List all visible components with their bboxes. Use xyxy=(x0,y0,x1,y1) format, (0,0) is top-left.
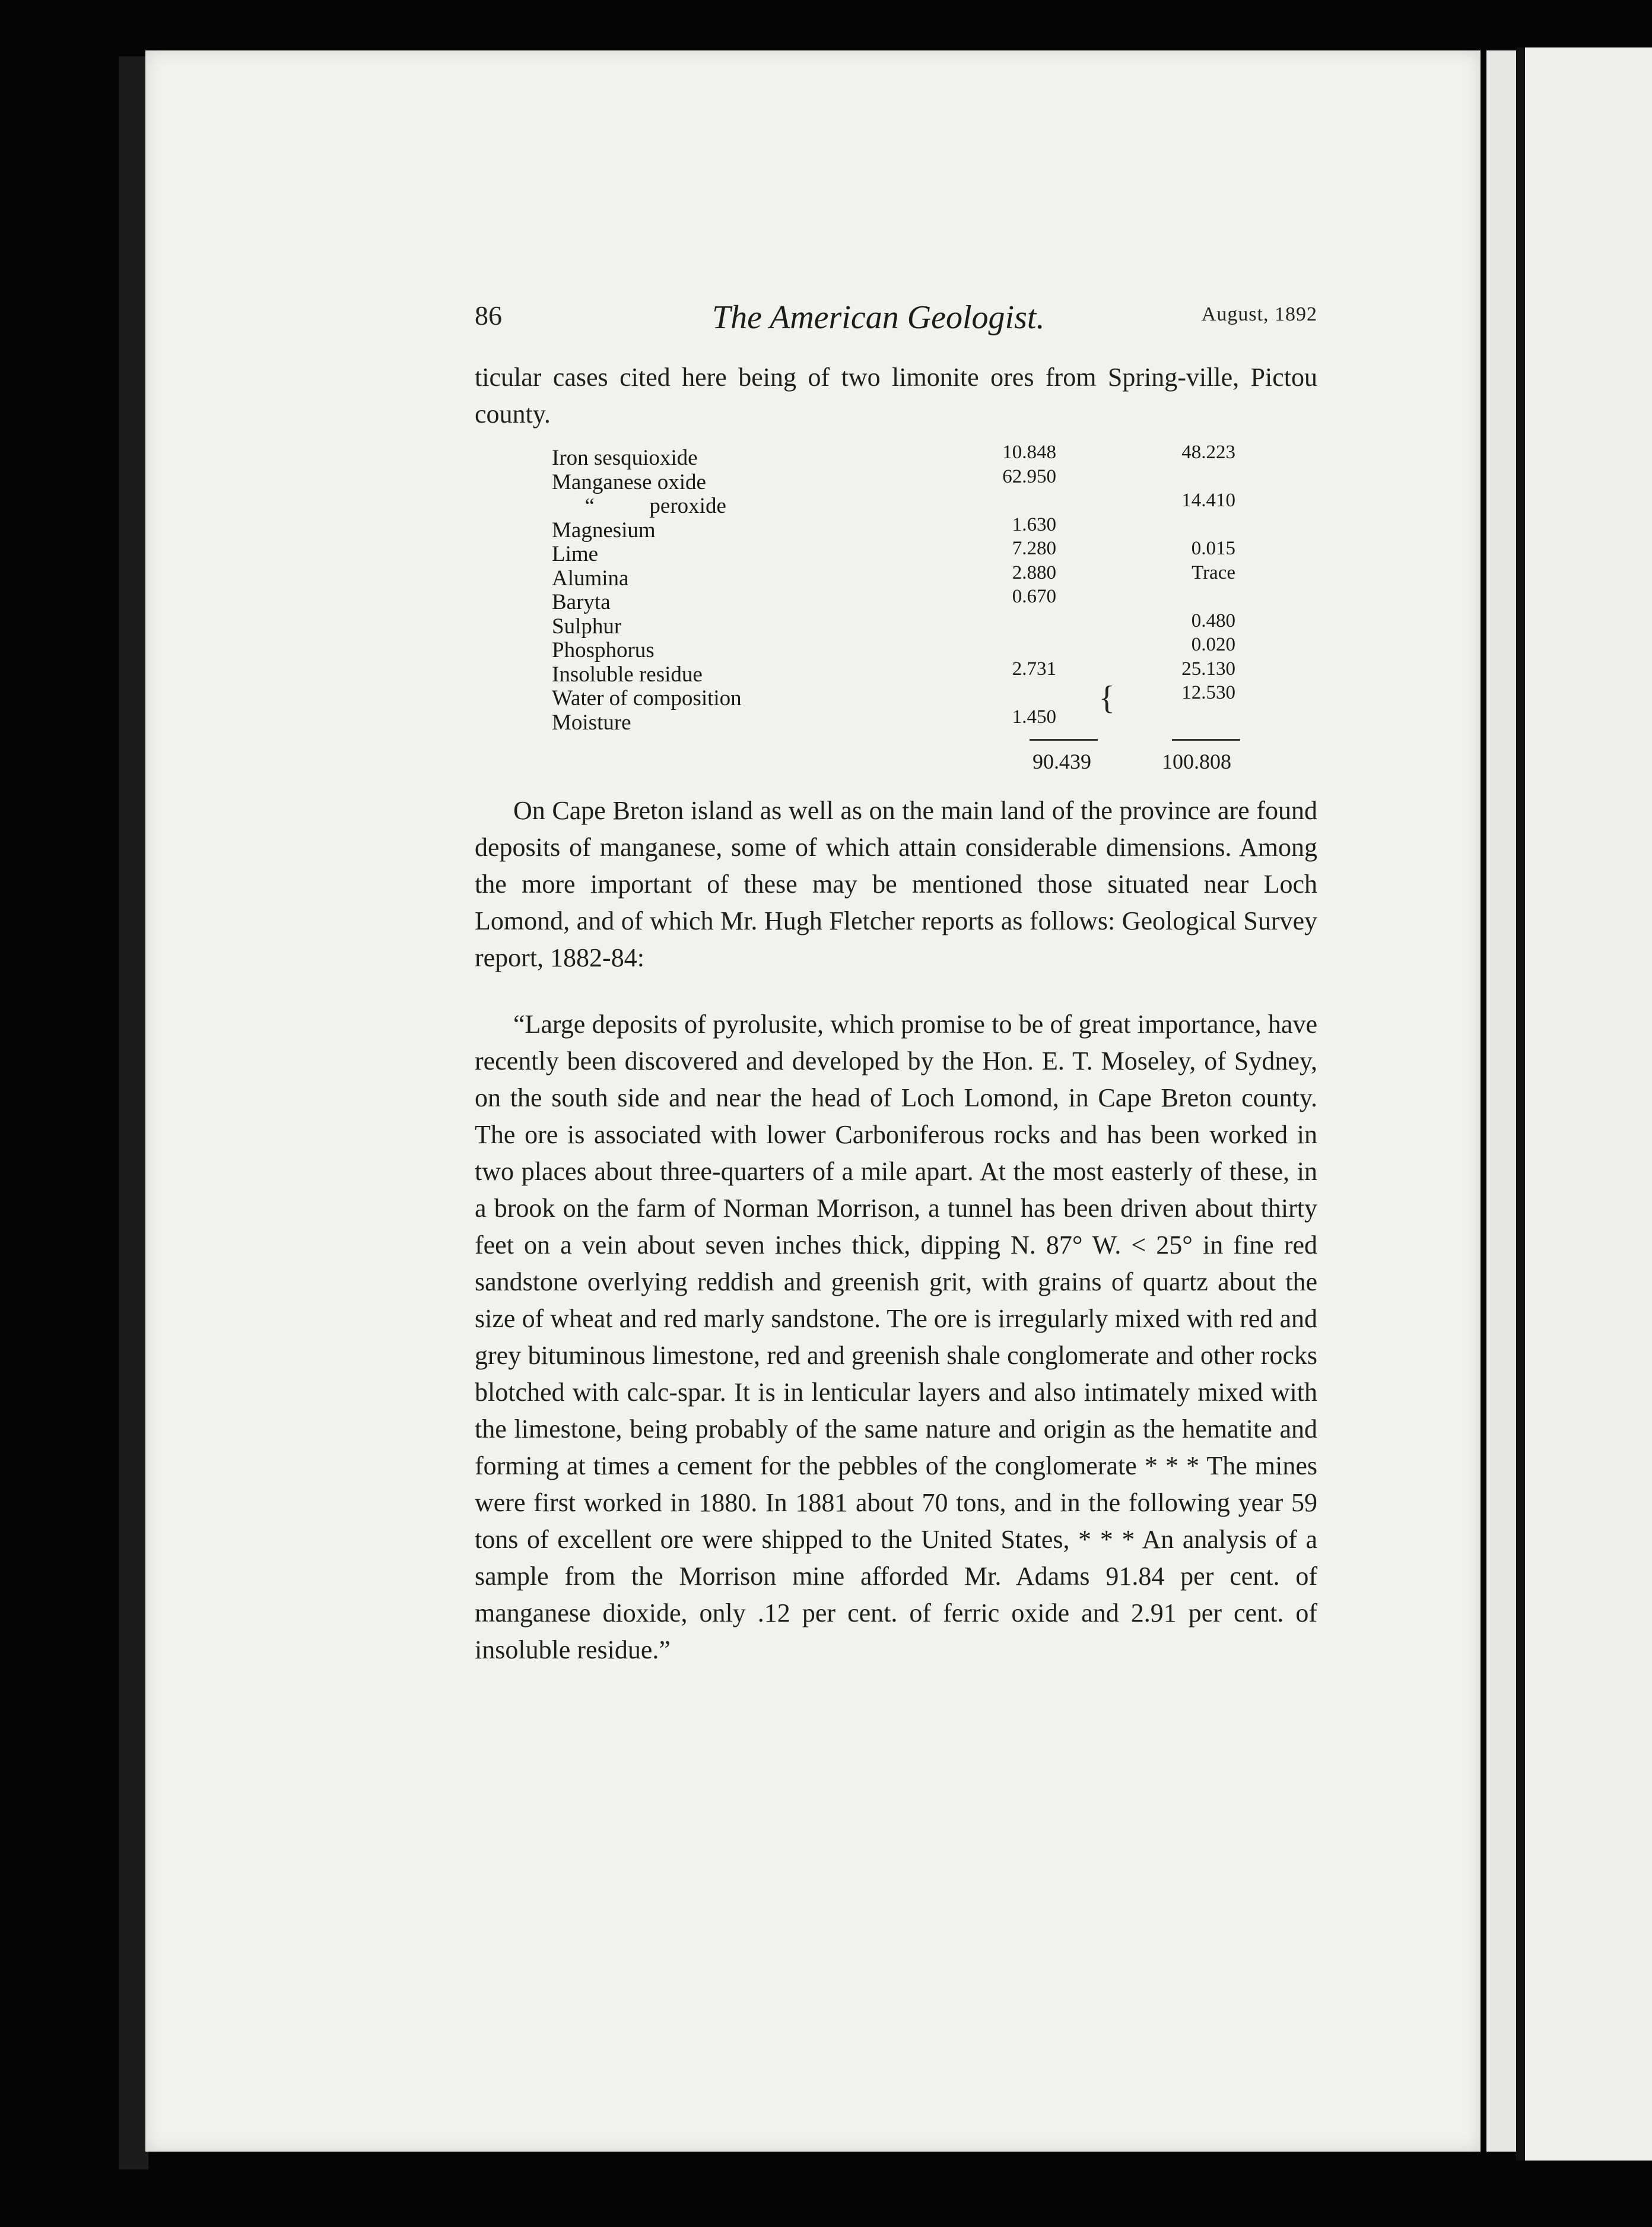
col1-value: 0.670 xyxy=(1012,586,1056,607)
row-label: Sulphur xyxy=(552,614,622,639)
page-left-edge xyxy=(119,56,148,2169)
table-row xyxy=(552,513,1240,543)
col1-value: 62.950 xyxy=(1002,465,1056,487)
brace-mark: { xyxy=(1099,680,1115,716)
col1-value: 1.630 xyxy=(1012,513,1056,535)
col2-value: 0.015 xyxy=(1191,538,1235,559)
table-row xyxy=(552,561,1240,591)
row-label: Alumina xyxy=(552,566,629,591)
analysis-table xyxy=(552,442,1240,735)
col2-value: 0.480 xyxy=(1191,610,1235,632)
row-label: Iron sesquioxide xyxy=(552,446,698,470)
total-col1: 90.439 xyxy=(1032,750,1091,773)
col1-value: 10.848 xyxy=(1002,442,1056,463)
col2-value: 25.130 xyxy=(1181,658,1235,680)
row-label: Baryta xyxy=(552,590,611,614)
row-label: “ peroxide xyxy=(552,494,726,518)
col2-value: Trace xyxy=(1192,561,1235,583)
col2-value: 0.020 xyxy=(1191,634,1235,655)
row-label: Insoluble residue xyxy=(552,662,703,687)
table-row xyxy=(552,538,1240,566)
table-row xyxy=(552,465,1240,494)
page-right-strip xyxy=(1486,50,1519,2152)
row-label: Magnesium xyxy=(552,518,656,543)
issue-date: August, 1892 xyxy=(1201,303,1317,325)
table-row xyxy=(552,658,1240,687)
intro-text: ticular cases cited here being of two limonite ores from Spring-ville, Pictou county. xyxy=(475,363,1317,429)
col1-value: 2.880 xyxy=(1012,561,1056,583)
col1-value: 7.280 xyxy=(1012,538,1056,559)
paragraph-cape-breton: On Cape Breton island as well as on the main land of the province are found deposits of manganese, some of which attain considerable dimensions. Among the more important of these may be mentioned those situated near Loch Lomond, and of which Mr. Hugh Fletcher reports as follows: Geological Survey report, 1882-84: xyxy=(475,796,1317,972)
col1-value: 1.450 xyxy=(1012,706,1056,728)
sum-rule xyxy=(1030,739,1098,741)
table-row xyxy=(552,682,1240,710)
total-col2: 100.808 xyxy=(1162,750,1231,773)
page-number: 86 xyxy=(475,300,502,331)
sum-rule xyxy=(1172,739,1240,741)
table-row xyxy=(552,490,1240,518)
table-row xyxy=(552,706,1240,735)
col2-value: 12.530 xyxy=(1181,682,1235,703)
table-row xyxy=(552,442,1240,470)
row-label: Manganese oxide xyxy=(552,469,706,494)
table-row xyxy=(552,634,1240,662)
col1-value: 2.731 xyxy=(1012,658,1056,680)
col2-value: 48.223 xyxy=(1181,442,1235,463)
row-label: Moisture xyxy=(552,710,631,735)
row-label: Phosphorus xyxy=(552,638,655,662)
journal-title: The American Geologist. xyxy=(712,299,1045,336)
facing-page-edge xyxy=(1525,47,1652,2161)
col2-value: 14.410 xyxy=(1181,490,1235,511)
row-label: Water of composition xyxy=(552,686,742,710)
row-label: Lime xyxy=(552,542,599,566)
running-header xyxy=(475,300,1317,347)
table-row xyxy=(552,610,1240,639)
table-row xyxy=(552,586,1240,614)
paragraph-quotation: “Large deposits of pyrolusite, which promise to be of great importance, have recently been discovered and developed by the Hon. E. T. Moseley, of Sydney, on the south side and near the head of Loch Lomond, in Cape Breton county. The ore is associated with lower Carboniferous rocks and has been worked in two places about three-quarters of a mile apart. At the most easterly of these, in a brook on the farm of Norman Morrison, a tunnel has been driven about thirty feet on a vein about seven inches thick, dipping N. 87° W. < 25° in fine red sandstone overlying reddish and greenish grit, with grains of quartz about the size of wheat and red marly sandstone. The ore is irregularly mixed with red and grey bituminous limestone, red and greenish shale conglomerate and other rocks blotched with calc-spar. It is in lenticular layers and also intimately mixed with the limestone, being probably of the same nature and origin as the hematite and forming at times a cement for the pebbles of the conglomerate * * * The mines were first worked in 1880. In 1881 about 70 tons, and in the following year 59 tons of excellent ore were shipped to the United States, * * * An analysis of a sample from the Morrison mine afforded Mr. Adams 91.84 per cent. of manganese dioxide, only .12 per cent. of ferric oxide and 2.91 per cent. of insoluble residue.” xyxy=(475,1010,1317,1664)
